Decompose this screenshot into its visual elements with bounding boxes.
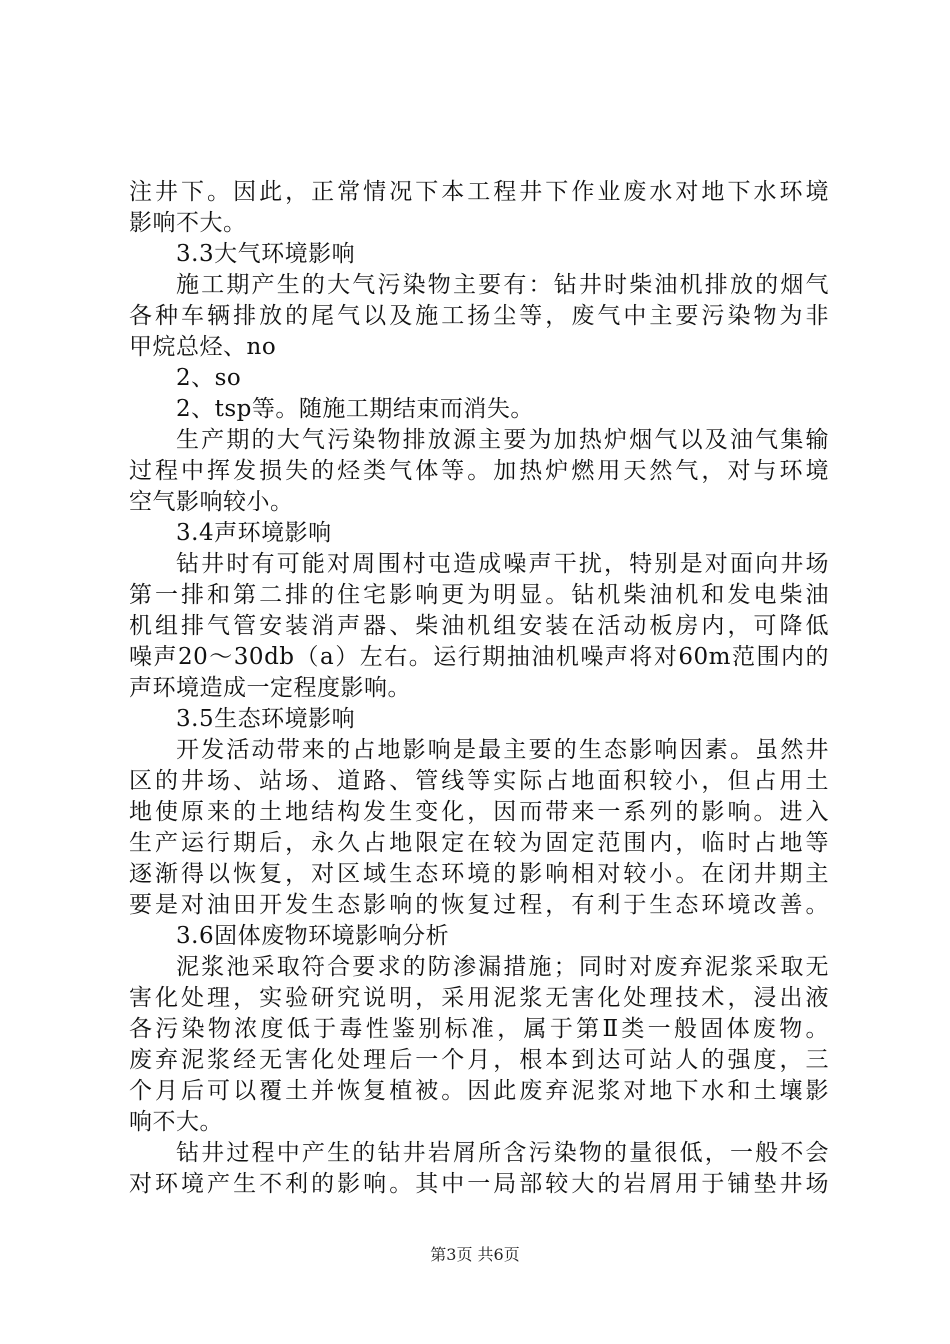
text-line: 生产运行期后，永久占地限定在较为固定范围内，临时占地等	[129, 830, 829, 856]
section-heading: 3.3大气环境影响	[176, 241, 356, 267]
text-line: 个月后可以覆土并恢复植被。因此废弃泥浆对地下水和土壤影	[129, 1078, 829, 1104]
text-line: 2、so	[176, 365, 242, 391]
page-footer	[0, 1244, 950, 1266]
text-line: 泥浆池采取符合要求的防渗漏措施；同时对废弃泥浆采取无	[176, 954, 829, 980]
section-heading: 3.6固体废物环境影响分析	[176, 923, 450, 949]
text-line: 各种车辆排放的尾气以及施工扬尘等，废气中主要污染物为非	[129, 303, 829, 329]
text-line: 各污染物浓度低于毒性鉴别标准，属于第Ⅱ类一般固体废物。	[129, 1016, 829, 1042]
section-heading: 3.5生态环境影响	[176, 706, 356, 732]
text-line: 害化处理，实验研究说明，采用泥浆无害化处理技术，浸出液	[129, 985, 829, 1011]
text-line: 生产期的大气污染物排放源主要为加热炉烟气以及油气集输	[176, 427, 829, 453]
text-line: 钻井时有可能对周围村屯造成噪声干扰，特别是对面向井场	[176, 551, 829, 577]
text-line: 施工期产生的大气污染物主要有：钻井时柴油机排放的烟气	[176, 272, 829, 298]
text-line: 废弃泥浆经无害化处理后一个月，根本到达可站人的强度，三	[129, 1047, 829, 1073]
text-line: 对环境产生不利的影响。其中一局部较大的岩屑用于铺垫井场	[129, 1171, 829, 1197]
text-line: 噪声20～30db（a）左右。运行期抽油机噪声将对60m范围内的	[129, 644, 829, 670]
text-line: 机组排气管安装消声器、柴油机组安装在活动板房内，可降低	[129, 613, 829, 639]
text-line: 区的井场、站场、道路、管线等实际占地面积较小，但占用土	[129, 768, 829, 794]
text-line: 空气影响较小。	[129, 489, 294, 515]
text-line: 逐渐得以恢复，对区域生态环境的影响相对较小。在闭井期主	[129, 861, 829, 887]
text-line: 甲烷总烃、no	[129, 334, 277, 360]
text-line: 响不大。	[129, 1109, 223, 1135]
text-line: 2、tsp等。随施工期结束而消失。	[176, 396, 534, 422]
text-line: 地使原来的土地结构发生变化，因而带来一系列的影响。进入	[129, 799, 829, 825]
text-line: 注井下。因此，正常情况下本工程井下作业废水对地下水环境	[129, 179, 829, 205]
text-line: 过程中挥发损失的烃类气体等。加热炉燃用天然气，对与环境	[129, 458, 829, 484]
text-line: 开发活动带来的占地影响是最主要的生态影响因素。虽然井	[176, 737, 829, 763]
text-line: 声环境造成一定程度影响。	[129, 675, 411, 701]
text-line: 第一排和第二排的住宅影响更为明显。钻机柴油机和发电柴油	[129, 582, 829, 608]
text-line: 钻井过程中产生的钻井岩屑所含污染物的量很低，一般不会	[176, 1140, 829, 1166]
text-line: 要是对油田开发生态影响的恢复过程，有利于生态环境改善。	[129, 892, 829, 918]
page-number-label: 第3页 共6页	[430, 1245, 520, 1264]
text-line: 影响不大。	[129, 210, 247, 236]
section-heading: 3.4声环境影响	[176, 520, 332, 546]
